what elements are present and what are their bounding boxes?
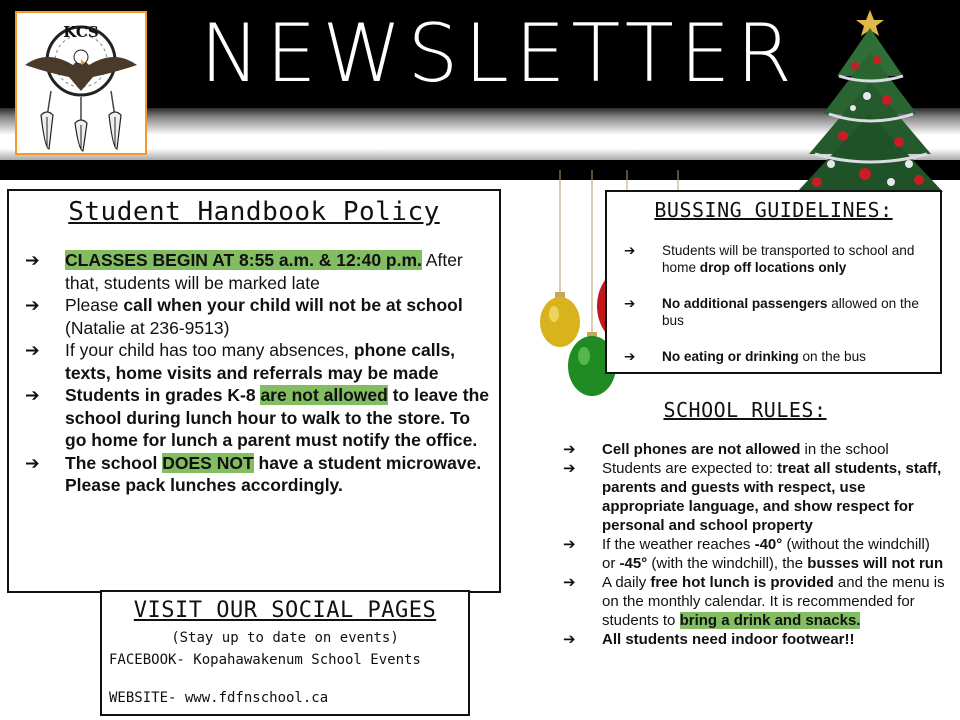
list-item-text: Students are expected to:: [602, 460, 778, 477]
list-item: [624, 348, 929, 365]
list-item: [25, 339, 495, 384]
arrow-bullet-icon: ➔: [624, 243, 636, 258]
list-item-text: A daily: [602, 574, 651, 591]
list-item: [25, 249, 495, 294]
list-item-text: and the menu is on the monthly calendar. It is recommended for students to: [602, 574, 945, 629]
list-item-text: call when your child will not be at school: [123, 295, 463, 315]
list-item-text: free hot lunch is provided: [650, 574, 834, 591]
list-item-text: in the school: [800, 441, 889, 458]
handbook-list: [25, 249, 495, 497]
arrow-bullet-icon: ➔: [25, 295, 40, 315]
list-item-text: drop off locations only: [699, 260, 847, 275]
arrow-bullet-icon: ➔: [25, 452, 40, 473]
list-item-text: -45°: [619, 555, 648, 572]
list-item-text: (without the windchill) or: [602, 536, 930, 572]
social-title: VISIT OUR SOCIAL PAGES: [133, 598, 437, 623]
eagle-dreamcatcher-icon: [17, 13, 145, 153]
arrow-bullet-icon: ➔: [624, 296, 636, 311]
arrow-bullet-icon: ➔: [563, 441, 576, 458]
logo-text: KCS: [63, 23, 99, 41]
bussing-list: [624, 242, 929, 384]
list-item-text: treat all students, staff, parents and guests with respect, use appropriate language, and show respect for personal and school property: [602, 460, 942, 534]
list-item-text: phone calls, texts, home visits and referrals may be made: [65, 340, 456, 383]
arrow-bullet-icon: ➔: [563, 631, 576, 648]
list-item-text: After that, students will be marked late: [65, 250, 463, 293]
handbook-policy-box: [7, 189, 501, 593]
christmas-ornament-icon: [540, 292, 580, 347]
bussing-guidelines-box: [605, 190, 942, 374]
list-item-text: No eating or drinking: [662, 349, 799, 364]
list-item: [563, 459, 947, 535]
highlighted-text: are not allowed: [260, 385, 388, 405]
list-item-text: All students need indoor footwear!!: [602, 631, 855, 648]
list-item-text: to leave the school during lunch hour to walk to the store. To go home for lunch a parent must notify the office.: [65, 385, 489, 450]
list-item: [563, 630, 947, 649]
website-link[interactable]: WEBSITE- www.fdfnschool.ca: [109, 690, 329, 706]
list-item-text: Students will be transported to school and home: [662, 243, 915, 275]
list-item-text: -40°: [754, 536, 783, 553]
list-item-text: The school: [65, 452, 163, 473]
christmas-tree-icon: [795, 4, 945, 198]
highlighted-text: CLASSES BEGIN AT 8:55 a.m. & 12:40 p.m.: [65, 250, 422, 270]
social-pages-box: [100, 590, 470, 716]
list-item: [563, 535, 947, 573]
kcs-logo: [15, 11, 147, 155]
list-item-text: If your child has too many absences,: [65, 340, 354, 360]
list-item-text: If the weather reaches: [602, 536, 755, 553]
arrow-bullet-icon: ➔: [25, 385, 40, 405]
list-item: [25, 452, 495, 497]
list-item: [25, 384, 495, 452]
school-rules-title: SCHOOL RULES:: [663, 398, 827, 422]
list-item-text: No additional passengers: [662, 296, 828, 311]
arrow-bullet-icon: ➔: [25, 250, 40, 270]
bussing-title: BUSSING GUIDELINES:: [654, 198, 893, 222]
newsletter-title: NEWSLETTER: [200, 7, 798, 100]
list-item-text: Cell phones are not allowed: [602, 441, 801, 458]
list-item-text: on the bus: [798, 349, 866, 364]
list-item-text: Students in grades K-8: [65, 385, 261, 405]
list-item-text: have a student microwave. Please pack lunches accordingly.: [65, 452, 482, 495]
handbook-title: Student Handbook Policy: [68, 197, 440, 227]
list-item-text: busses will not run: [807, 555, 944, 572]
list-item: [624, 242, 929, 276]
social-subtitle: (Stay up to date on events): [171, 630, 399, 646]
list-item-text: Please: [65, 295, 124, 315]
school-rules-list: [563, 440, 947, 649]
facebook-link[interactable]: FACEBOOK- Kopahawakenum School Events: [109, 652, 421, 668]
arrow-bullet-icon: ➔: [563, 536, 576, 553]
arrow-bullet-icon: ➔: [624, 349, 636, 364]
arrow-bullet-icon: ➔: [563, 574, 576, 591]
list-item: [563, 573, 947, 630]
list-item: [624, 295, 929, 329]
highlighted-text: DOES NOT: [162, 452, 254, 473]
highlighted-text: bring a drink and snacks.: [679, 612, 861, 629]
list-item: [563, 440, 947, 459]
list-item-text: allowed on the bus: [662, 296, 919, 328]
list-item: [25, 294, 495, 339]
list-item-text: (with the windchill), the: [647, 555, 808, 572]
arrow-bullet-icon: ➔: [563, 460, 576, 477]
list-item-text: (Natalie at 236-9513): [65, 317, 230, 338]
arrow-bullet-icon: ➔: [25, 340, 40, 360]
